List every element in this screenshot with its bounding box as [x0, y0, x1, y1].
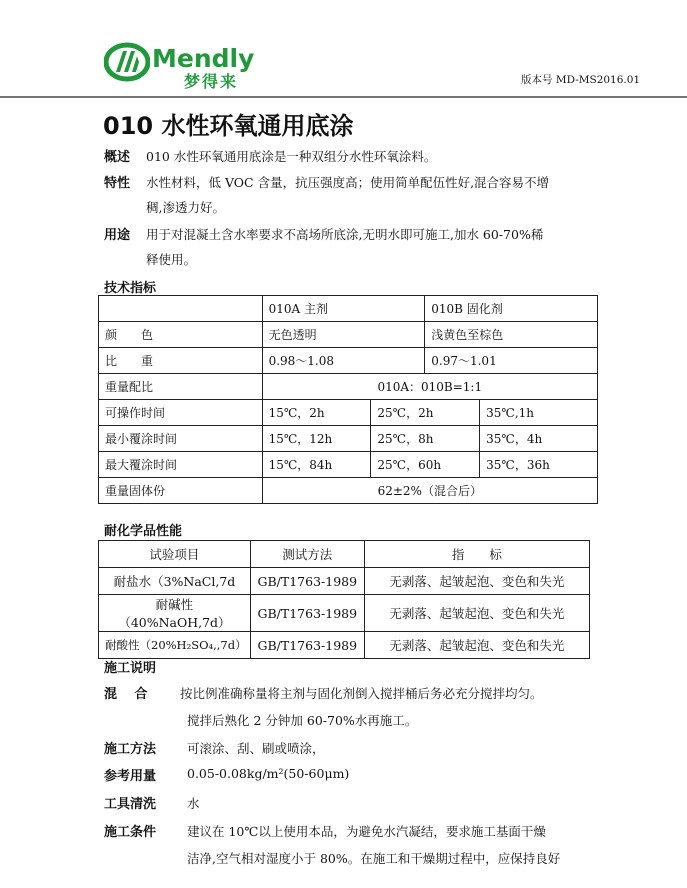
- table-row: [99, 400, 598, 426]
- cell: 无剥落、起皱起泡、变色和失光: [364, 595, 589, 632]
- cell: [99, 296, 263, 322]
- cell: 0.97～1.01: [425, 348, 598, 374]
- cell: 25℃，8h: [371, 426, 480, 452]
- cell: 010A：010B=1:1: [262, 374, 597, 400]
- cell: 15℃，12h: [262, 426, 371, 452]
- cell: 无色透明: [262, 322, 425, 348]
- table-row: [99, 595, 590, 632]
- cell: 重量固体份: [99, 478, 263, 504]
- intro-text: 水性材料，低 VOC 含量，抗压强度高；使用简单配伍性好,混合容易不增: [146, 175, 550, 190]
- chem-heading: 耐化学品性能: [104, 524, 183, 539]
- table-row: [99, 478, 598, 504]
- construction-label: 施工方法: [104, 742, 157, 757]
- table-row: [99, 452, 598, 478]
- cell: 可操作时间: [99, 400, 263, 426]
- cell: 颜 色: [99, 322, 263, 348]
- brand-name: Mendly: [152, 44, 255, 73]
- intro-text: 稠,渗透力好。: [146, 200, 225, 215]
- table-row: [99, 426, 598, 452]
- mendly-logo-icon: [104, 42, 150, 82]
- cell: 耐盐水（3%NaCl,7d: [99, 568, 251, 595]
- cell: 比 重: [99, 348, 263, 374]
- construction-text: 搅拌后熟化 2 分钟加 60-70%水再施工。: [187, 713, 418, 728]
- table-row: [99, 296, 598, 322]
- column-header: 指 标: [364, 541, 589, 568]
- cell: GB/T1763-1989: [250, 568, 364, 595]
- table-row: [99, 568, 590, 595]
- construction-label: 混 合: [104, 687, 148, 702]
- tech-heading: 技术指标: [104, 281, 157, 296]
- cell: GB/T1763-1989: [250, 632, 364, 659]
- table-header-row: [99, 541, 590, 568]
- cell: 0.98～1.08: [262, 348, 425, 374]
- column-header: 试验项目: [99, 541, 251, 568]
- construction-text: 可滚涂、刮、刷或喷涂，: [187, 741, 325, 756]
- table-row: [99, 348, 598, 374]
- construction-label: 施工条件: [104, 825, 157, 840]
- table-row: [99, 632, 590, 659]
- brand-name-cn: 梦得来: [184, 72, 239, 91]
- cell: 最大覆涂时间: [99, 452, 263, 478]
- header-divider: [0, 96, 687, 98]
- cell: 最小覆涂时间: [99, 426, 263, 452]
- cell: 无剥落、起皱起泡、变色和失光: [364, 568, 589, 595]
- intro-label: 用途: [104, 228, 131, 243]
- cell: 25℃，60h: [371, 452, 480, 478]
- cell: 耐酸性（20%H₂SO₄,,7d）: [99, 632, 251, 659]
- construction-text: 0.05-0.08kg/m²(50-60μm): [187, 766, 350, 781]
- cell: 35℃,1h: [480, 400, 598, 426]
- cell: 62±2%（混合后）: [262, 478, 597, 504]
- construction-text: 水: [187, 796, 200, 811]
- cell: 15℃，2h: [262, 400, 371, 426]
- cell: 耐碱性（40%NaOH,7d）: [99, 595, 251, 632]
- construction-text: 按比例准确称量将主剂与固化剂倒入搅拌桶后务必充分搅拌均匀。: [180, 686, 543, 701]
- cell: 浅黄色至棕色: [425, 322, 598, 348]
- construction-label: 参考用量: [104, 769, 157, 784]
- cell: 010B 固化剂: [425, 296, 598, 322]
- cell: 35℃，36h: [480, 452, 598, 478]
- intro-text: 010 水性环氧通用底涂是一种双组分水性环氧涂料。: [146, 149, 437, 164]
- table-row: [99, 374, 598, 400]
- construction-text: 建议在 10℃以上使用本品，为避免水汽凝结，要求施工基面干燥: [187, 824, 546, 839]
- construction-text: 洁净,空气相对湿度小于 80%。在施工和干燥期过程中，应保持良好: [187, 851, 561, 866]
- column-header: 测试方法: [250, 541, 364, 568]
- intro-label: 特性: [104, 176, 131, 191]
- construction-heading: 施工说明: [104, 661, 157, 676]
- construction-label: 工具清洗: [104, 797, 157, 812]
- intro-text: 释使用。: [146, 252, 197, 267]
- version-number: 版本号 MD-MS2016.01: [521, 74, 641, 86]
- page-title: 010 水性环氧通用底涂: [103, 112, 354, 140]
- cell: 15℃，84h: [262, 452, 371, 478]
- table-row: [99, 322, 598, 348]
- cell: 010A 主剂: [262, 296, 425, 322]
- intro-label: 概述: [104, 150, 131, 165]
- cell: 25℃，2h: [371, 400, 480, 426]
- intro-text: 用于对混凝土含水率要求不高场所底涂,无明水即可施工,加水 60-70%稀: [146, 227, 544, 242]
- tech-table: [98, 295, 598, 504]
- cell: 无剥落、起皱起泡、变色和失光: [364, 632, 589, 659]
- chem-table: [98, 540, 590, 659]
- cell: 重量配比: [99, 374, 263, 400]
- cell: GB/T1763-1989: [250, 595, 364, 632]
- cell: 35℃，4h: [480, 426, 598, 452]
